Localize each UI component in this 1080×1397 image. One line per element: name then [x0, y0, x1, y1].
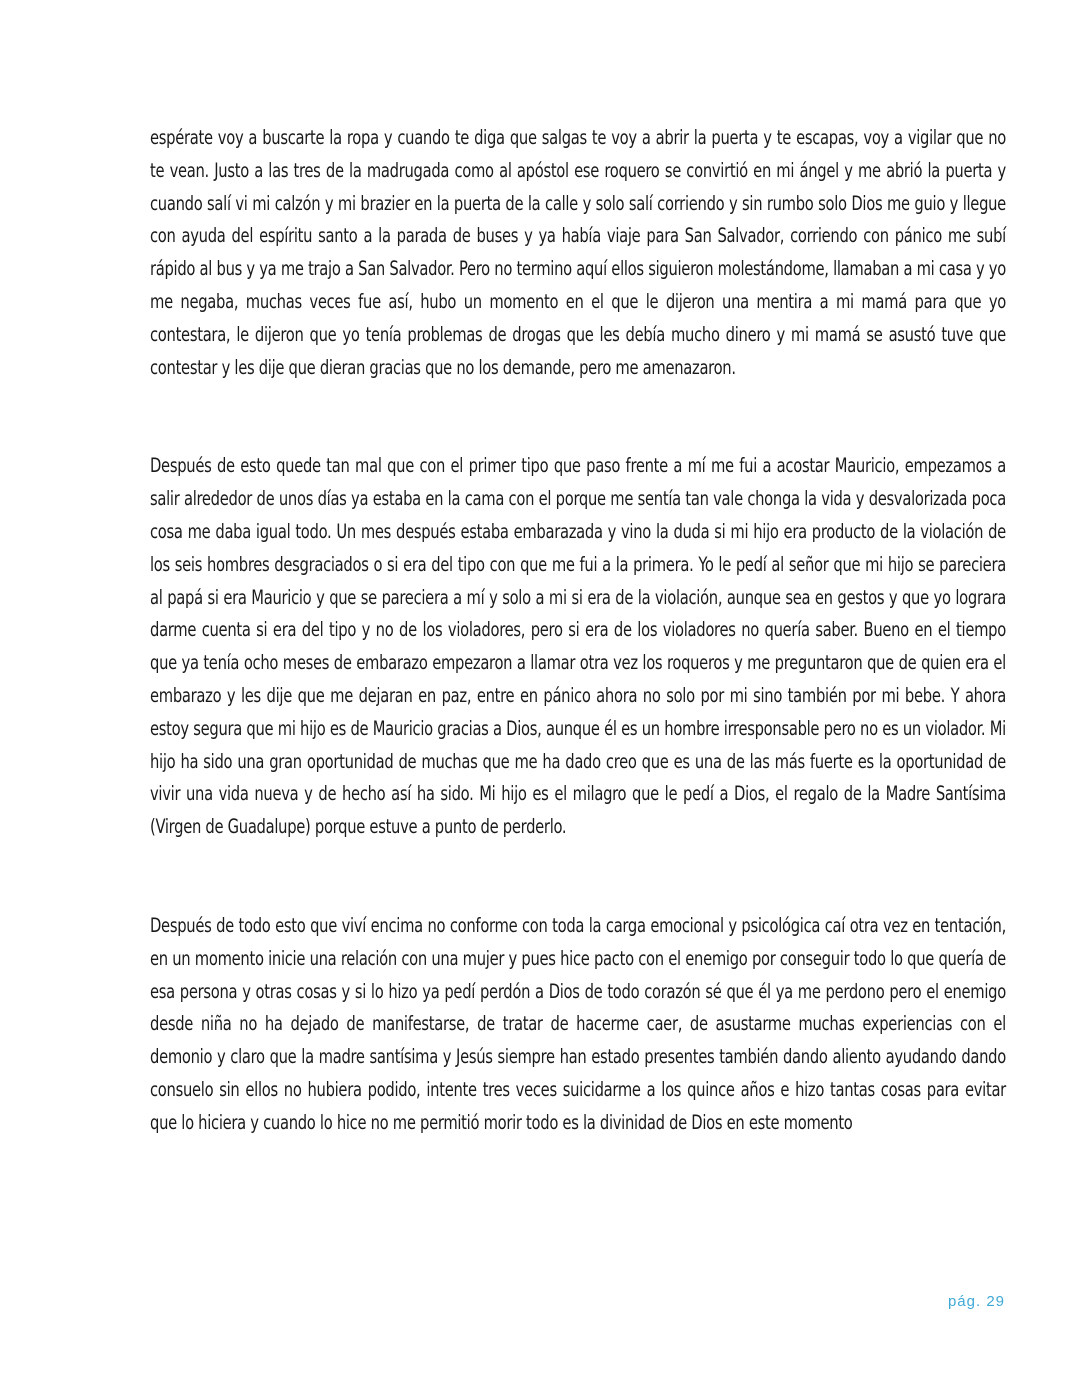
paragraph-spacer — [150, 384, 1006, 450]
document-body — [150, 122, 1006, 1140]
paragraph-2: Después de esto quede tan mal que con el primer tipo que paso frente a mí me fui a acostar Mauricio, empezamos a salir alrededor de unos días ya estaba en la cama con el porque me sentía tan vale chonga la vida y desvalorizada poca cosa me daba igual todo. Un mes después estaba embarazada y vino la duda si mi hijo era producto de la violación de los seis hombres desgraciados o si era del tipo con que me fui a la primera. Yo le pedí al señor que mi hijo se pareciera al papá si era Mauricio y que se pareciera a mí y solo a mi si era de la violación, aunque sea en gestos y que yo lograra darme cuenta si era del tipo y no de los violadores, pero si era de los violadores no quería saber. Bueno en el tiempo que ya tenía ocho meses de embarazo empezaron a llamar otra vez los roqueros y me preguntaron que de quien era el embarazo y les dije que me dejaran en paz, entre en pánico ahora no solo por mi sino también por mi bebe. Y ahora estoy segura que mi hijo es de Mauricio gracias a Dios, aunque él es un hombre irresponsable pero no es un violador. Mi hijo ha sido una gran oportunidad de muchas que me ha dado creo que es una de las más fuerte es la oportunidad de vivir una vida nueva y de hecho así ha sido. Mi hijo es el milagro que le pedí a Dios, el regalo de la Madre Santísima (Virgen de Guadalupe) porque estuve a punto de perderlo. — [150, 454, 1006, 839]
paragraph-3: Después de todo esto que viví encima no conforme con toda la carga emocional y psicológica caí otra vez en tentación, en un momento inicie una relación con una mujer y pues hice pacto con el enemigo por conseguir todo lo que quería de esa persona y otras cosas y si lo hizo ya pedí perdón a Dios de todo corazón sé que él ya me perdono pero el enemigo desde niña no ha dejado de manifestarse, de tratar de hacerme caer, de asustarme muchas experiencias con el demonio y claro que la madre santísima y Jesús siempre han estado presentes también dando aliento ayudando dando consuelo sin ellos no hubiera podido, intente tres veces suicidarme a los quince años e hizo tantas cosas para evitar que lo hiciera y cuando lo hice no me permitió morir todo es la divinidad de Dios en este momento — [150, 913, 1006, 1134]
paragraph-spacer — [150, 844, 1006, 910]
paragraph-1: espérate voy a buscarte la ropa y cuando te diga que salgas te voy a abrir la puerta y te escapas, voy a vigilar que no te vean. Justo a las tres de la madrugada como al apóstol ese roquero se convirtió en mi ángel y me abrió la puerta y cuando salí vi mi calzón y mi brazier en la puerta de la calle y solo salí corriendo y sin rumbo solo Dios me guio y llegue con ayuda del espíritu santo a la parada de buses y ya había viaje para San Salvador, corriendo con pánico me subí rápido al bus y ya me trajo a San Salvador. Pero no termino aquí ellos siguieron molestándome, llamaban a mi casa y yo me negaba, muchas veces fue así, hubo un momento en el que le dijeron una mentira a mi mamá para que yo contestara, le dijeron que yo tenía problemas de drogas que les debía mucho dinero y mi mamá se asustó tuve que contestar y les dije que dieran gracias que no los demande, pero me amenazaron. — [150, 126, 1006, 379]
page-number: pág. 29 — [947, 1293, 1005, 1310]
